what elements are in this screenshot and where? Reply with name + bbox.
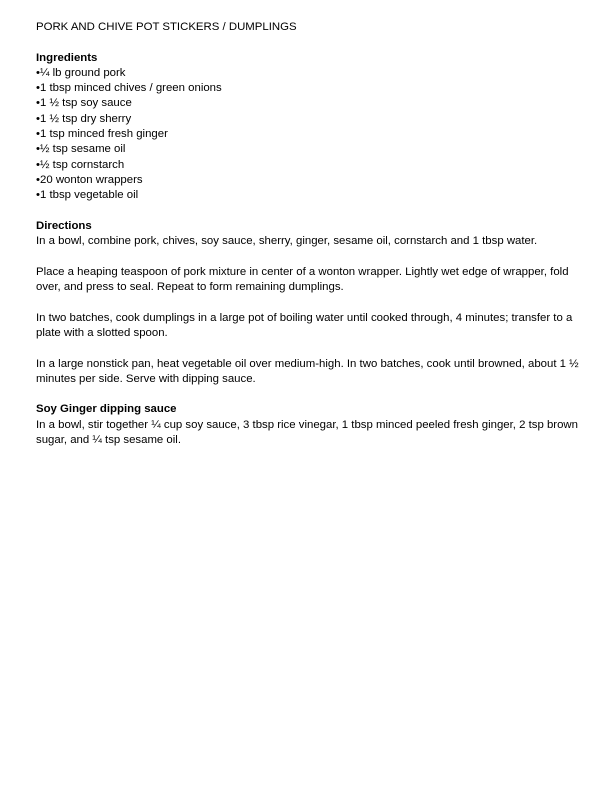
directions-section: [36, 219, 580, 387]
ingredient-item: •1 tbsp vegetable oil: [36, 189, 139, 202]
ingredient-item: •1 tsp minced fresh ginger: [36, 128, 168, 141]
ingredient-item: •1 ½ tsp soy sauce: [36, 97, 132, 110]
spacer: [36, 35, 580, 50]
spacer: [36, 387, 580, 402]
direction-step: In a bowl, combine pork, chives, soy sauce, sherry, ginger, sesame oil, cornstarch and 1 tbsp water.: [36, 235, 538, 248]
recipe-title: PORK AND CHIVE POT STICKERS / DUMPLINGS: [36, 21, 297, 33]
ingredient-item: •½ tsp sesame oil: [36, 143, 126, 156]
direction-step: In two batches, cook dumplings in a large pot of boiling water until cooked through, 4 minutes; transfer to a plate with a slotted spoon.: [36, 311, 573, 339]
recipe-document: [36, 20, 580, 448]
ingredients-heading: Ingredients: [36, 51, 98, 64]
ingredient-item: •½ tsp cornstarch: [36, 158, 125, 171]
sauce-instructions: In a bowl, stir together ¼ cup soy sauce, 3 tbsp rice vinegar, 1 tbsp minced peeled fresh ginger, 2 tsp brown sugar, and ¼ tsp sesame oil.: [36, 418, 578, 447]
sauce-heading: Soy Ginger dipping sauce: [36, 403, 177, 416]
direction-step: Place a heaping teaspoon of pork mixture in center of a wonton wrapper. Lightly wet edge of wrapper, fold over, and press to seal. Repeat to form remaining dumplings.: [36, 265, 569, 294]
spacer: [36, 341, 580, 356]
spacer: [36, 295, 580, 310]
spacer: [36, 249, 580, 264]
sauce-section: [36, 402, 580, 448]
ingredient-item: •¼ lb ground pork: [36, 66, 126, 79]
ingredients-section: [36, 51, 580, 204]
direction-step: In a large nonstick pan, heat vegetable oil over medium-high. In two batches, cook until browned, about 1 ½ minutes per side. Serve with dipping sauce.: [36, 357, 579, 385]
ingredient-item: •20 wonton wrappers: [36, 173, 143, 186]
directions-heading: Directions: [36, 219, 92, 232]
ingredient-item: •1 ½ tsp dry sherry: [36, 112, 132, 125]
ingredient-item: •1 tbsp minced chives / green onions: [36, 82, 222, 95]
ingredients-list: [36, 66, 580, 204]
spacer: [36, 204, 580, 219]
